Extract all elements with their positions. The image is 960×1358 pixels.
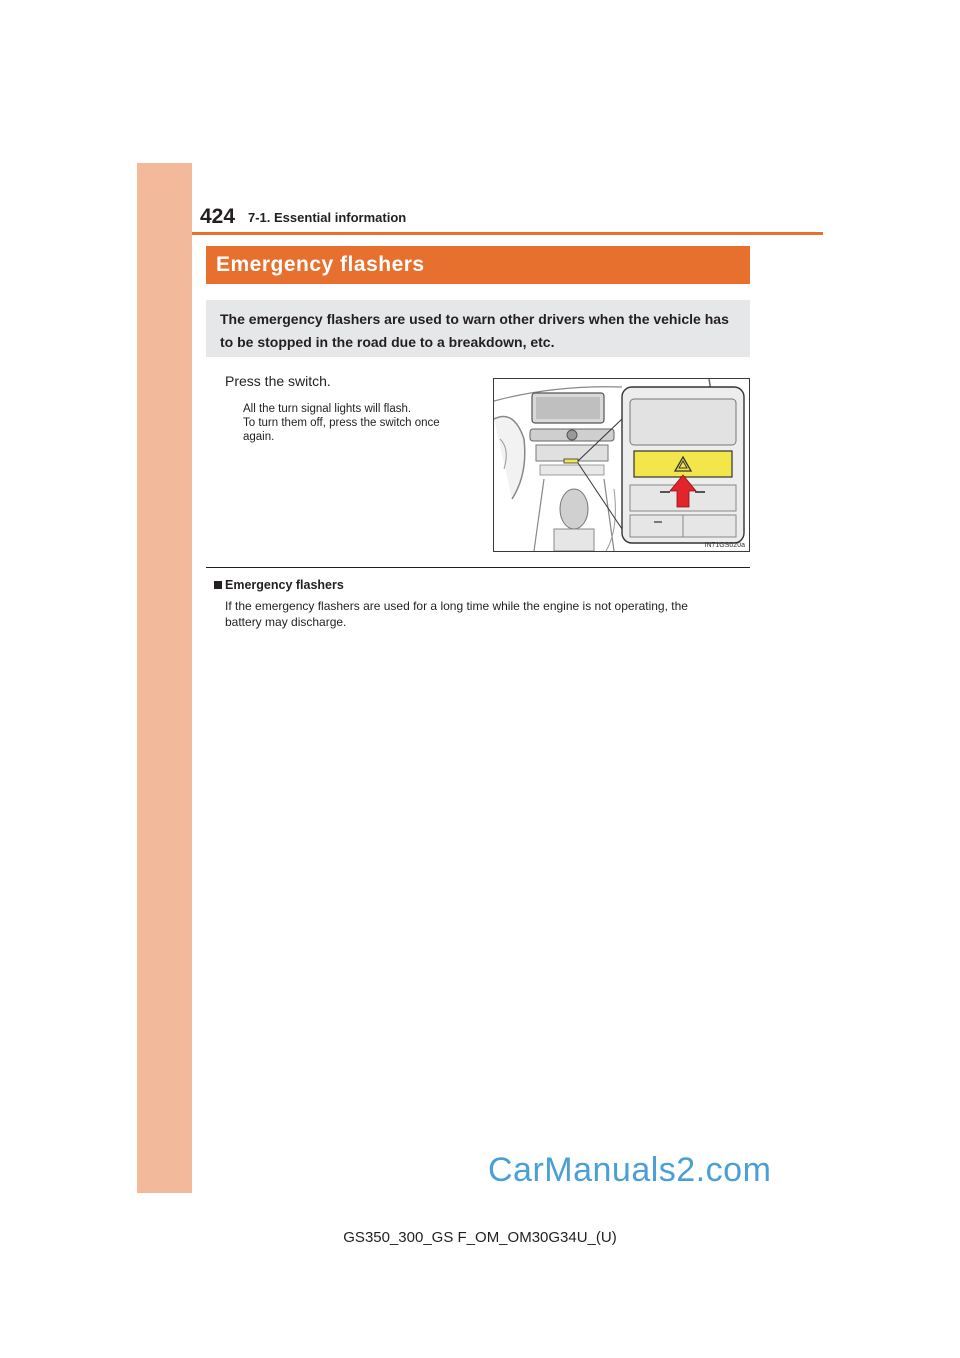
note-heading <box>214 578 344 592</box>
figure-code: IN71GS020a <box>704 542 745 549</box>
note-body-line: battery may discharge. <box>225 615 347 629</box>
section-title-bar <box>206 246 750 284</box>
square-bullet-icon <box>214 581 222 589</box>
hazard-switch <box>634 451 732 477</box>
section-title: Emergency flashers <box>216 253 425 276</box>
hazard-switch-small <box>564 459 578 463</box>
instruction-main: Press the switch. <box>225 373 331 389</box>
note-heading-text: Emergency flashers <box>225 578 344 592</box>
note-body-line: If the emergency flashers are used for a long time while the engine is not operating, the <box>225 599 688 613</box>
side-tab-band <box>137 163 192 1193</box>
instruction-detail-line: All the turn signal lights will flash. <box>243 403 412 415</box>
footer-doc-code: GS350_300_GS F_OM_OM30G34U_(U) <box>343 1229 617 1246</box>
dashboard-drawing <box>494 379 749 551</box>
instruction-detail-line: To turn them off, press the switch once <box>243 417 440 429</box>
page-number: 424 <box>200 205 236 228</box>
header-rule <box>192 232 823 235</box>
intro-box <box>206 300 750 357</box>
intro-text: The emergency flashers are used to warn other drivers when the vehicle has to be stopped in the road due to a breakdown, etc. <box>220 311 729 350</box>
watermark-logo: CarManuals2.com <box>488 1151 772 1189</box>
instruction-detail-line: again. <box>243 431 275 443</box>
note-body <box>225 598 750 630</box>
dashboard-illustration <box>493 378 750 552</box>
section-divider <box>206 567 750 568</box>
instruction-detail <box>243 402 480 444</box>
breadcrumb: 7-1. Essential information <box>248 210 407 225</box>
